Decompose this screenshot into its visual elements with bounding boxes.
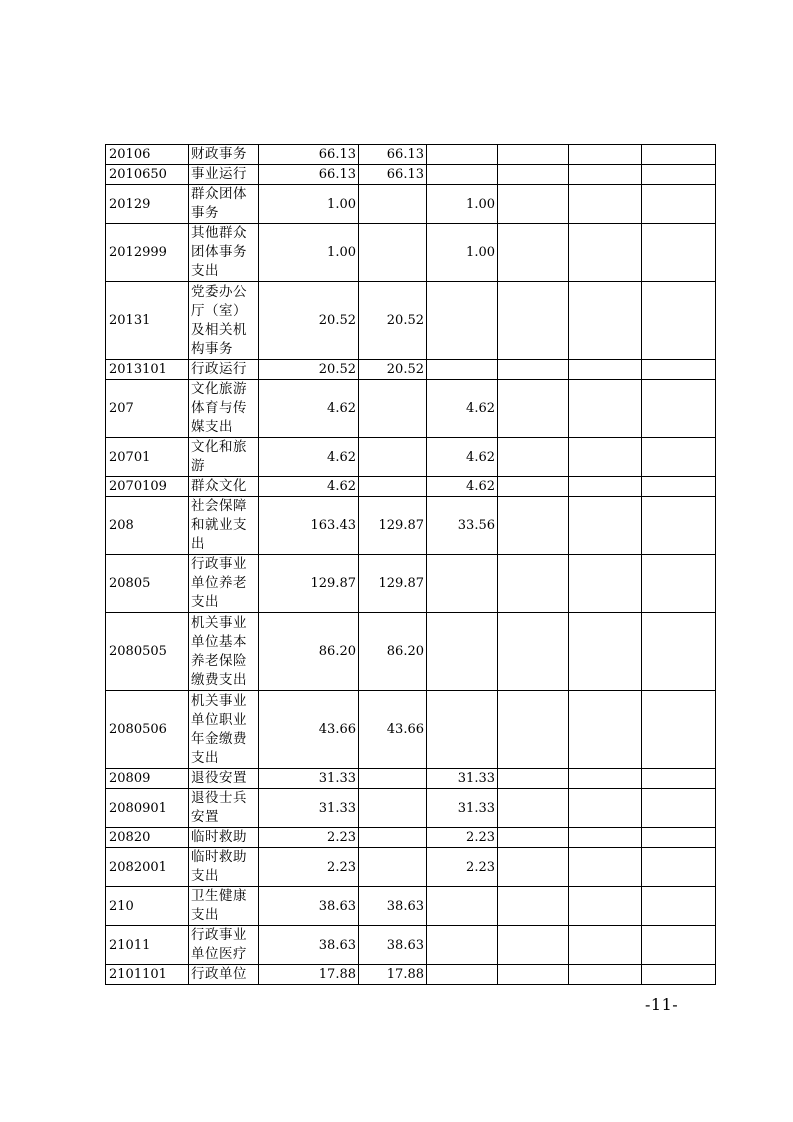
cell-total: 2.23 xyxy=(259,848,359,887)
cell-basic: 129.87 xyxy=(359,555,427,613)
cell-project: 33.56 xyxy=(427,497,498,555)
cell-total: 17.88 xyxy=(259,965,359,985)
cell-code: 20106 xyxy=(106,145,189,165)
cell-col6 xyxy=(498,145,569,165)
cell-project xyxy=(427,613,498,691)
cell-code: 208 xyxy=(106,497,189,555)
cell-total: 4.62 xyxy=(259,477,359,497)
cell-total: 38.63 xyxy=(259,926,359,965)
table-row xyxy=(106,224,716,282)
cell-basic: 38.63 xyxy=(359,887,427,926)
cell-name: 群众文化 xyxy=(189,477,259,497)
cell-code: 20805 xyxy=(106,555,189,613)
cell-basic xyxy=(359,185,427,224)
cell-name: 财政事务 xyxy=(189,145,259,165)
cell-basic: 66.13 xyxy=(359,145,427,165)
cell-total: 2.23 xyxy=(259,828,359,848)
cell-col7 xyxy=(569,555,642,613)
cell-project xyxy=(427,965,498,985)
cell-total: 66.13 xyxy=(259,145,359,165)
cell-name: 机关事业单位职业年金缴费支出 xyxy=(189,691,259,769)
cell-basic: 20.52 xyxy=(359,360,427,380)
page-number: -11- xyxy=(645,995,679,1014)
cell-name: 文化旅游体育与传媒支出 xyxy=(189,380,259,438)
cell-code: 2080505 xyxy=(106,613,189,691)
table-row xyxy=(106,965,716,985)
table-row xyxy=(106,828,716,848)
table-row xyxy=(106,789,716,828)
cell-project xyxy=(427,360,498,380)
table-row xyxy=(106,613,716,691)
cell-col6 xyxy=(498,497,569,555)
cell-total: 31.33 xyxy=(259,789,359,828)
cell-total: 1.00 xyxy=(259,224,359,282)
cell-basic xyxy=(359,848,427,887)
cell-project xyxy=(427,926,498,965)
cell-col6 xyxy=(498,224,569,282)
cell-col6 xyxy=(498,380,569,438)
cell-name: 行政单位 xyxy=(189,965,259,985)
cell-col6 xyxy=(498,769,569,789)
cell-basic: 129.87 xyxy=(359,497,427,555)
table-row xyxy=(106,497,716,555)
cell-col7 xyxy=(569,789,642,828)
cell-col6 xyxy=(498,555,569,613)
cell-project: 4.62 xyxy=(427,380,498,438)
cell-col6 xyxy=(498,165,569,185)
cell-col7 xyxy=(569,224,642,282)
cell-col6 xyxy=(498,360,569,380)
cell-code: 207 xyxy=(106,380,189,438)
cell-name: 退役安置 xyxy=(189,769,259,789)
cell-col7 xyxy=(569,165,642,185)
cell-name: 临时救助支出 xyxy=(189,848,259,887)
cell-basic xyxy=(359,769,427,789)
table-row xyxy=(106,185,716,224)
cell-col7 xyxy=(569,185,642,224)
cell-col8 xyxy=(642,926,716,965)
cell-col6 xyxy=(498,691,569,769)
cell-project xyxy=(427,691,498,769)
cell-col8 xyxy=(642,477,716,497)
cell-basic: 86.20 xyxy=(359,613,427,691)
cell-col8 xyxy=(642,145,716,165)
table-row xyxy=(106,477,716,497)
cell-project: 2.23 xyxy=(427,828,498,848)
cell-col6 xyxy=(498,965,569,985)
cell-name: 群众团体事务 xyxy=(189,185,259,224)
cell-basic xyxy=(359,789,427,828)
cell-col6 xyxy=(498,185,569,224)
cell-col8 xyxy=(642,438,716,477)
cell-col8 xyxy=(642,848,716,887)
cell-total: 86.20 xyxy=(259,613,359,691)
cell-project xyxy=(427,165,498,185)
cell-code: 2101101 xyxy=(106,965,189,985)
cell-basic xyxy=(359,828,427,848)
cell-col8 xyxy=(642,691,716,769)
cell-name: 临时救助 xyxy=(189,828,259,848)
cell-code: 2080506 xyxy=(106,691,189,769)
cell-col8 xyxy=(642,769,716,789)
cell-col7 xyxy=(569,477,642,497)
cell-project: 4.62 xyxy=(427,438,498,477)
cell-project xyxy=(427,555,498,613)
cell-name: 卫生健康支出 xyxy=(189,887,259,926)
cell-name: 退役士兵安置 xyxy=(189,789,259,828)
cell-col6 xyxy=(498,848,569,887)
cell-project xyxy=(427,282,498,360)
cell-col7 xyxy=(569,497,642,555)
cell-col7 xyxy=(569,380,642,438)
cell-total: 163.43 xyxy=(259,497,359,555)
cell-col6 xyxy=(498,477,569,497)
cell-project: 1.00 xyxy=(427,185,498,224)
cell-basic: 66.13 xyxy=(359,165,427,185)
cell-col8 xyxy=(642,282,716,360)
table-row xyxy=(106,380,716,438)
cell-basic xyxy=(359,477,427,497)
table-row xyxy=(106,769,716,789)
cell-basic: 43.66 xyxy=(359,691,427,769)
table-row xyxy=(106,165,716,185)
cell-total: 1.00 xyxy=(259,185,359,224)
cell-col6 xyxy=(498,828,569,848)
cell-col8 xyxy=(642,555,716,613)
cell-basic xyxy=(359,438,427,477)
cell-code: 2080901 xyxy=(106,789,189,828)
cell-total: 129.87 xyxy=(259,555,359,613)
cell-col7 xyxy=(569,282,642,360)
cell-project xyxy=(427,887,498,926)
cell-basic xyxy=(359,224,427,282)
cell-col8 xyxy=(642,380,716,438)
table-row xyxy=(106,360,716,380)
budget-table xyxy=(105,144,716,985)
cell-basic: 38.63 xyxy=(359,926,427,965)
cell-name: 党委办公厅（室）及相关机构事务 xyxy=(189,282,259,360)
cell-project: 31.33 xyxy=(427,789,498,828)
cell-col7 xyxy=(569,769,642,789)
cell-col8 xyxy=(642,360,716,380)
cell-code: 2070109 xyxy=(106,477,189,497)
cell-total: 20.52 xyxy=(259,282,359,360)
table-row xyxy=(106,848,716,887)
table-row xyxy=(106,926,716,965)
cell-basic xyxy=(359,380,427,438)
table-row xyxy=(106,282,716,360)
cell-name: 文化和旅游 xyxy=(189,438,259,477)
cell-col6 xyxy=(498,887,569,926)
cell-col7 xyxy=(569,691,642,769)
cell-code: 20129 xyxy=(106,185,189,224)
cell-col7 xyxy=(569,145,642,165)
cell-col6 xyxy=(498,613,569,691)
cell-col7 xyxy=(569,926,642,965)
cell-project: 31.33 xyxy=(427,769,498,789)
cell-col6 xyxy=(498,438,569,477)
table-body xyxy=(106,145,716,985)
cell-name: 其他群众团体事务支出 xyxy=(189,224,259,282)
cell-project: 4.62 xyxy=(427,477,498,497)
cell-basic: 17.88 xyxy=(359,965,427,985)
cell-col8 xyxy=(642,224,716,282)
cell-col7 xyxy=(569,613,642,691)
cell-col6 xyxy=(498,789,569,828)
cell-col8 xyxy=(642,789,716,828)
cell-col8 xyxy=(642,613,716,691)
cell-col7 xyxy=(569,965,642,985)
cell-col7 xyxy=(569,887,642,926)
cell-code: 20820 xyxy=(106,828,189,848)
table-row xyxy=(106,555,716,613)
cell-col7 xyxy=(569,828,642,848)
cell-total: 31.33 xyxy=(259,769,359,789)
cell-col6 xyxy=(498,282,569,360)
cell-basic: 20.52 xyxy=(359,282,427,360)
cell-project xyxy=(427,145,498,165)
cell-col7 xyxy=(569,848,642,887)
cell-col7 xyxy=(569,360,642,380)
cell-total: 4.62 xyxy=(259,380,359,438)
cell-col6 xyxy=(498,926,569,965)
cell-name: 行政运行 xyxy=(189,360,259,380)
cell-total: 66.13 xyxy=(259,165,359,185)
cell-total: 38.63 xyxy=(259,887,359,926)
cell-code: 21011 xyxy=(106,926,189,965)
cell-col8 xyxy=(642,497,716,555)
cell-code: 2012999 xyxy=(106,224,189,282)
table-row xyxy=(106,887,716,926)
cell-project: 1.00 xyxy=(427,224,498,282)
cell-code: 2010650 xyxy=(106,165,189,185)
cell-total: 43.66 xyxy=(259,691,359,769)
cell-code: 20701 xyxy=(106,438,189,477)
cell-project: 2.23 xyxy=(427,848,498,887)
cell-name: 机关事业单位基本养老保险缴费支出 xyxy=(189,613,259,691)
table-row xyxy=(106,438,716,477)
cell-col8 xyxy=(642,828,716,848)
cell-code: 210 xyxy=(106,887,189,926)
cell-name: 社会保障和就业支出 xyxy=(189,497,259,555)
cell-total: 4.62 xyxy=(259,438,359,477)
cell-name: 行政事业单位养老支出 xyxy=(189,555,259,613)
cell-col8 xyxy=(642,887,716,926)
cell-col8 xyxy=(642,185,716,224)
cell-col8 xyxy=(642,965,716,985)
cell-name: 事业运行 xyxy=(189,165,259,185)
cell-name: 行政事业单位医疗 xyxy=(189,926,259,965)
table-row xyxy=(106,145,716,165)
cell-col8 xyxy=(642,165,716,185)
table-row xyxy=(106,691,716,769)
cell-col7 xyxy=(569,438,642,477)
cell-code: 2013101 xyxy=(106,360,189,380)
cell-total: 20.52 xyxy=(259,360,359,380)
cell-code: 2082001 xyxy=(106,848,189,887)
cell-code: 20131 xyxy=(106,282,189,360)
cell-code: 20809 xyxy=(106,769,189,789)
